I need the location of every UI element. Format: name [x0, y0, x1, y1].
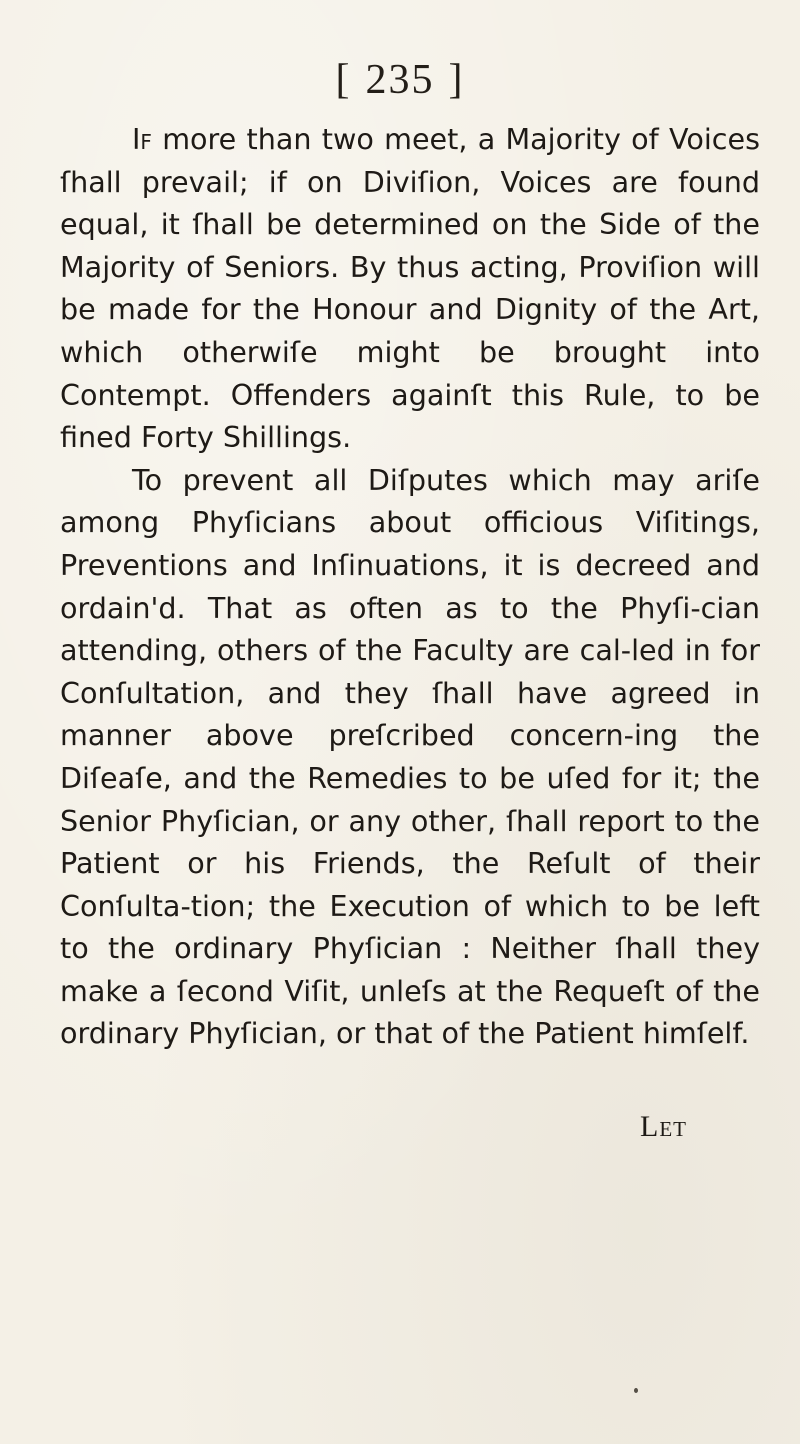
page-number: 235	[365, 57, 435, 103]
body-text	[60, 118, 760, 1055]
ink-speck	[634, 1388, 638, 1393]
paragraph-lead-word: To	[132, 462, 163, 497]
page-number-close-bracket: ]	[448, 57, 465, 103]
paragraph-prevent-disputes	[60, 459, 760, 1055]
paragraph-text: more than two meet, a Majority of Voices ſhall prevail; if on Diviſion, Voices are found equal, it ſhall be determined on the Side of the Majority of Seniors. By thus acting, Proviſion will be made for the Honour and Dignity of the Art, which otherwiſe might be brought into Contempt. Offenders againſt this Rule, to be fined Forty Shillings.	[60, 122, 760, 455]
page-number-header	[0, 56, 800, 104]
paragraph-lead-word: If	[132, 122, 152, 156]
paragraph-text: prevent all Diſputes which may ariſe among Phyſicians about officious Viſitings, Preventions and Inſinuations, it is decreed and ordain'd. That as often as to the Phyſi-cian attending, others of the Faculty are cal-led in for Conſultation, and they ſhall have agreed in manner above preſcribed concern-ing the Diſeaſe, and the Remedies to be uſed for it; the Senior Phyſician, or any other, ſhall report to the Patient or his Friends, the Reſult of their Conſulta-tion; the Execution of which to be left to the ordinary Phyſician : Neither ſhall they make a ſecond Viſit, unleſs at the Requeſt of the ordinary Phyſician, or that of the Patient himſelf.	[60, 462, 760, 1051]
paragraph-majority-of-voices	[60, 118, 760, 459]
page-number-open-bracket: [	[335, 57, 352, 103]
catchword: Let	[640, 1110, 687, 1143]
